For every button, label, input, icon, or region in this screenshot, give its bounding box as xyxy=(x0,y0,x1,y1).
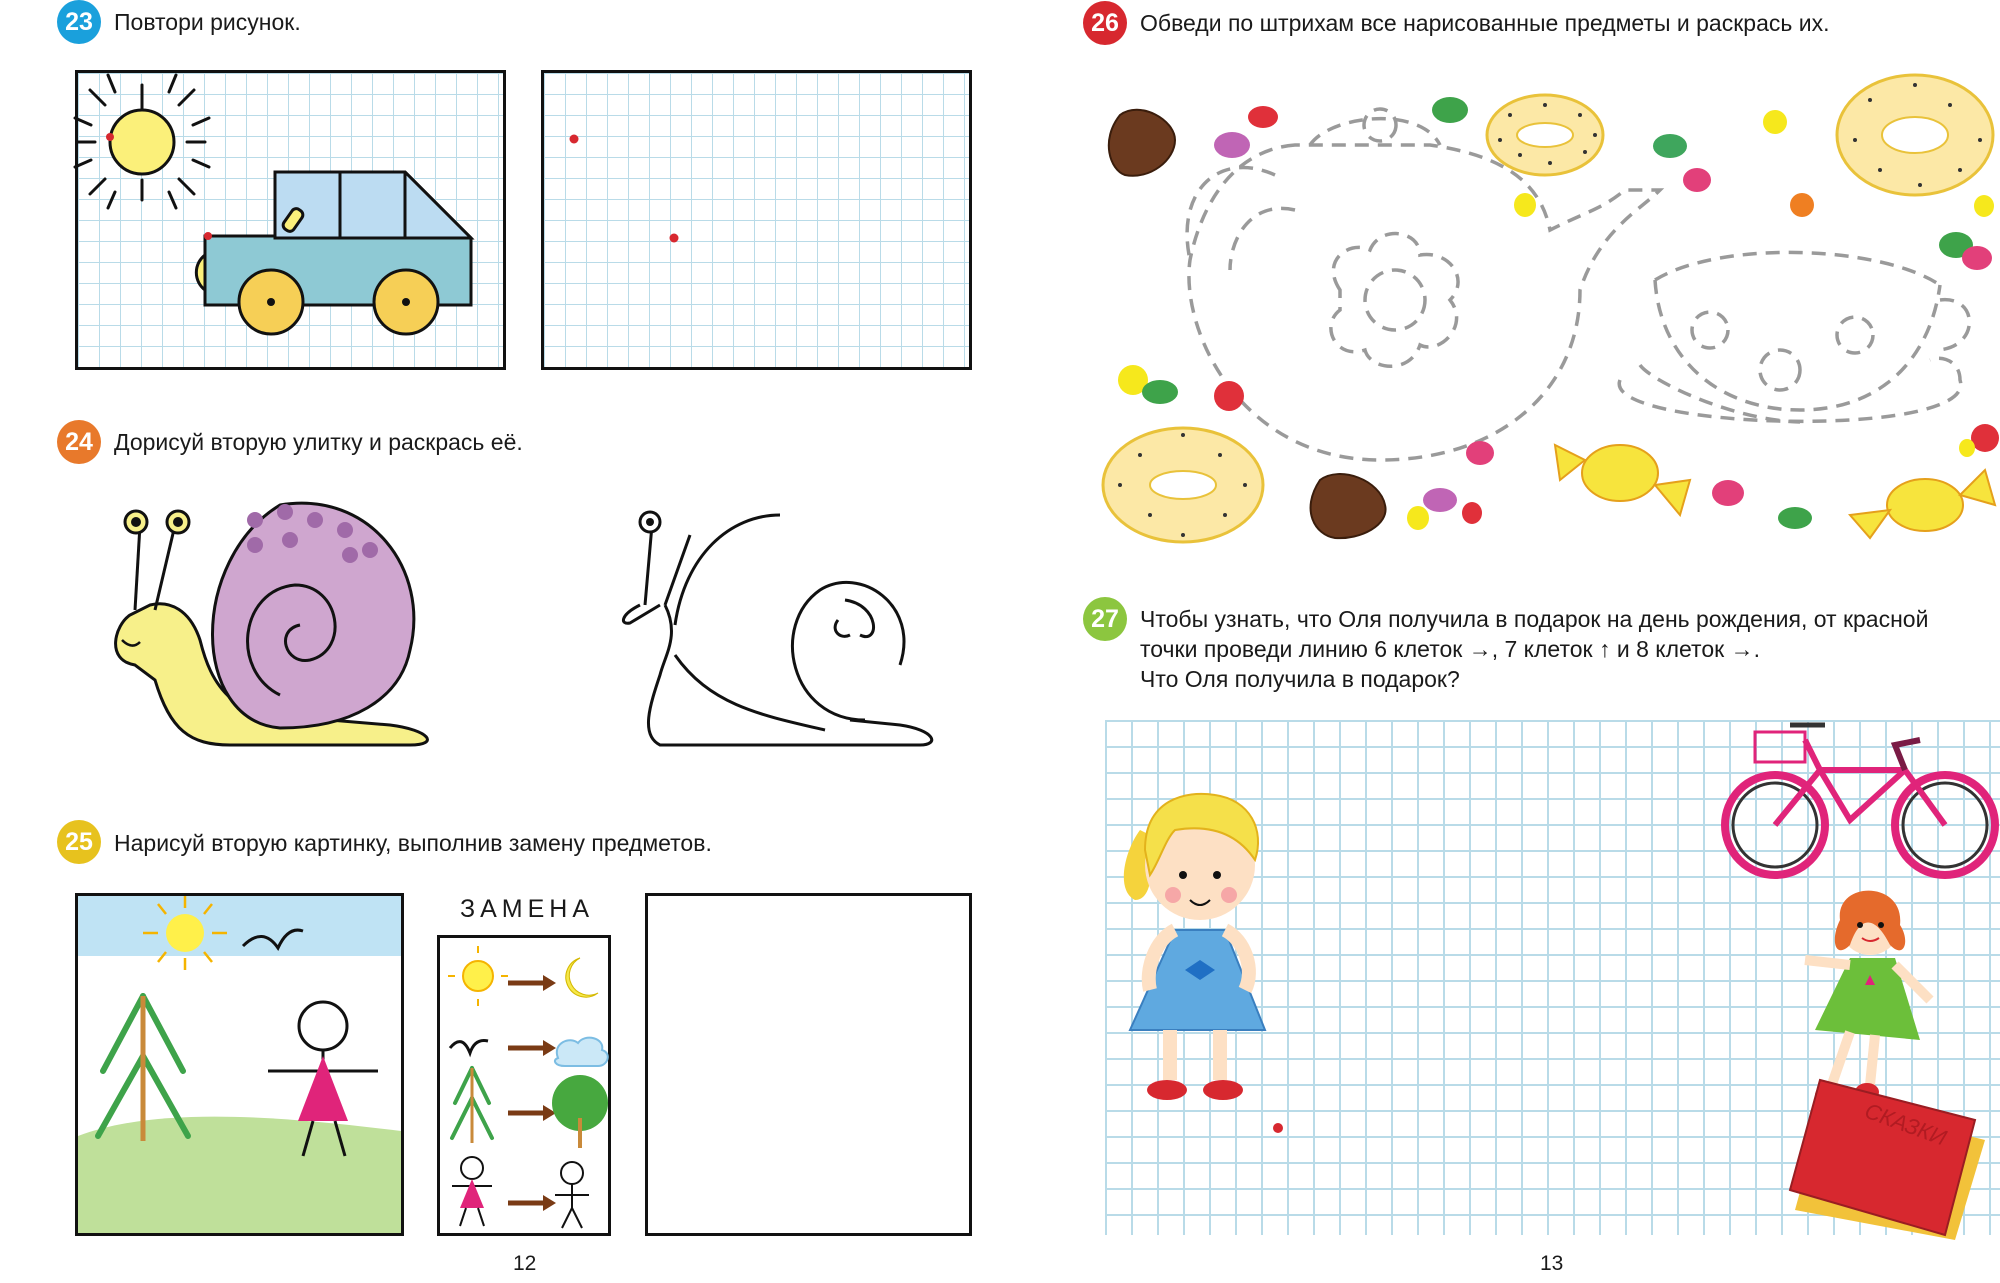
task-27-line-3: Что Оля получила в подарок? xyxy=(1140,666,1460,692)
tea-party-tracing[interactable] xyxy=(1080,60,2000,560)
bagel-icon xyxy=(1103,428,1263,542)
page-number-right: 13 xyxy=(1540,1252,1564,1275)
task-23-sample-drawing xyxy=(75,70,506,370)
task-26-badge: 26 xyxy=(1083,1,1127,45)
task-23-badge: 23 xyxy=(57,0,101,44)
task-25-sample-picture xyxy=(75,893,404,1236)
doll-icon xyxy=(1805,891,1930,1104)
candy-icon xyxy=(1555,445,1690,515)
task-24-badge: 24 xyxy=(57,420,101,464)
outline-snail[interactable] xyxy=(620,505,940,755)
bagel-icon xyxy=(1837,75,1993,195)
sun-icon xyxy=(463,961,493,991)
cloud-icon xyxy=(555,1038,608,1066)
task-25-text: Нарисуй вторую картинку, выполнив замену предметов. xyxy=(114,830,712,856)
task-24-text: Дорисуй вторую улитку и раскрась её. xyxy=(114,429,523,455)
task-23-start-dots xyxy=(541,70,972,370)
task-25-empty-frame[interactable] xyxy=(645,893,972,1236)
replacement-title: ЗАМЕНА xyxy=(460,895,595,923)
task-26-text: Обведи по штрихам все нарисованные предметы и раскрась их. xyxy=(1140,10,1830,36)
task-23-text: Повтори рисунок. xyxy=(114,9,301,35)
moon-icon xyxy=(566,958,598,997)
book-icon xyxy=(1790,1080,1985,1240)
task-27-illustrations xyxy=(1105,700,2000,1245)
candy-icon xyxy=(1850,470,1995,538)
task-25-badge: 25 xyxy=(57,820,101,864)
task-27-line-1: Чтобы узнать, что Оля получила в подарок на день рождения, от красной xyxy=(1140,606,1929,632)
colored-snail xyxy=(110,500,430,755)
bagel-icon xyxy=(1487,95,1603,175)
page-number-left: 12 xyxy=(513,1252,537,1275)
girl-olya-icon xyxy=(1124,794,1265,1100)
chocolate-icon xyxy=(1109,110,1175,176)
chocolate-icon xyxy=(1311,474,1386,538)
start-dot xyxy=(1273,1123,1283,1133)
sample-scene xyxy=(78,896,401,1233)
car-icon xyxy=(196,172,471,334)
bird-icon xyxy=(450,1041,488,1054)
replacement-pairs xyxy=(440,938,608,1233)
book-title: СКАЗКИ xyxy=(1861,1097,1950,1151)
task-27-badge: 27 xyxy=(1083,597,1127,641)
task-27-line-2: точки проведи линию 6 клеток →, 7 клеток ↑ и 8 клеток →. xyxy=(1140,636,1760,662)
replacement-legend xyxy=(437,935,611,1236)
cup-outline xyxy=(1619,252,1969,422)
bicycle-icon xyxy=(1725,725,1995,875)
